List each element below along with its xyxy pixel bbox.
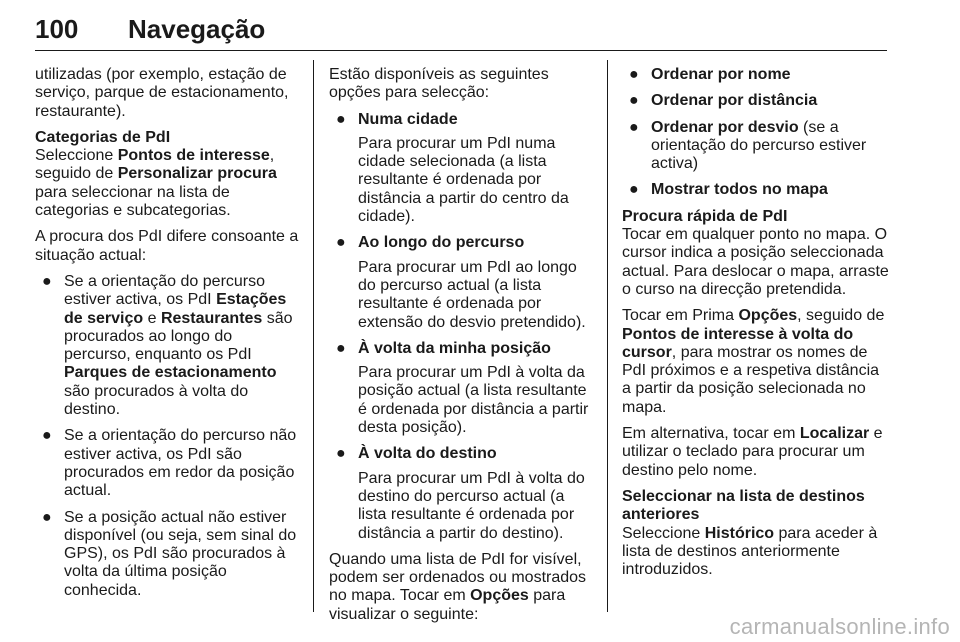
- bullet-icon: ●: [42, 508, 52, 526]
- text: Em alternativa, tocar em: [622, 425, 800, 443]
- previous-destinations-section: [622, 488, 890, 579]
- text: Tocar em Prima: [622, 307, 739, 325]
- text: Tocar em qualquer ponto no mapa. O cursor indica a posição seleccionada actual. Para deslocar o mapa, arraste o curso na direcção pretendida.: [622, 226, 889, 298]
- list-item: [35, 273, 299, 419]
- option-list: [329, 111, 593, 543]
- bullet-icon: ●: [42, 427, 52, 445]
- menu-term: Restaurantes: [160, 309, 263, 327]
- text: Seleccione: [35, 147, 118, 165]
- text: Se a orientação do percurso estiver activa, os PdI: [64, 272, 266, 309]
- menu-term: Parques de estacionamento: [64, 364, 277, 382]
- menu-term: Ordenar por distância: [651, 92, 818, 110]
- menu-term: Opções: [738, 307, 798, 325]
- bullet-list: [35, 273, 299, 600]
- section-heading: Procura rápida de PdI: [622, 207, 788, 225]
- menu-term: Pontos de interesse à volta do cursor: [622, 325, 854, 361]
- menu-term: Pontos de interesse: [117, 147, 270, 165]
- bullet-icon: ●: [629, 92, 639, 110]
- text: Quando uma lista de PdI for visível, podem ser ordenados ou mostrados no mapa. Tocar em: [329, 550, 587, 605]
- text: (se a orientação do percurso estiver activa): [651, 118, 867, 173]
- column-divider-1: [313, 60, 314, 612]
- column-divider-2: [607, 60, 608, 612]
- bullet-icon: ●: [336, 234, 346, 252]
- list-item: [622, 66, 890, 84]
- menu-term: Ordenar por nome: [651, 66, 791, 83]
- text: , seguido de: [797, 307, 885, 325]
- bullet-icon: ●: [336, 110, 346, 128]
- option-description: Para procurar um PdI numa cidade selecionada (a lista resultante é ordenada por distância a partir do centro da cidade).: [358, 134, 569, 226]
- text: , seguido de: [35, 147, 275, 183]
- list-item: [35, 509, 299, 600]
- text: Se a posição actual não estiver disponível (ou seja, sem sinal do GPS), os PdI são procurados à volta da última posição conhecida.: [64, 508, 297, 599]
- page-header: [35, 14, 887, 48]
- list-item: [622, 92, 890, 110]
- option-description: Para procurar um PdI ao longo do percurso actual (a lista resultante é ordenada por extensão do desvio pretendido).: [358, 258, 586, 331]
- quick-search-section: [622, 208, 890, 299]
- text: são procurados à volta do destino.: [64, 382, 249, 419]
- bullet-icon: ●: [629, 66, 639, 83]
- section-heading: Categorias de PdI: [35, 128, 171, 146]
- option-title: Ao longo do percurso: [358, 234, 525, 252]
- section-heading: Seleccionar na lista de destinos anteriores: [622, 487, 865, 524]
- categories-section: [35, 129, 299, 220]
- option-description: Para procurar um PdI à volta da posição actual (a lista resultante é ordenada por distância a partir desta posição).: [358, 364, 589, 437]
- option-title: Numa cidade: [358, 110, 458, 128]
- text: Se a orientação do percurso não estiver activa, os PdI são procurados em redor da posição actual.: [64, 427, 297, 500]
- list-item: [329, 111, 593, 227]
- text: para seleccionar na lista de categorias e subcategorias.: [35, 183, 231, 220]
- sort-options-list: [622, 66, 890, 200]
- page-number: 100: [35, 14, 79, 44]
- bullet-icon: ●: [629, 181, 639, 199]
- paragraph: [622, 425, 890, 480]
- text: Seleccione: [622, 524, 705, 542]
- paragraph: [329, 551, 593, 624]
- paragraph: [622, 307, 890, 417]
- bullet-icon: ●: [336, 445, 346, 463]
- text: e utilizar o teclado para procurar um destino pelo nome.: [622, 425, 883, 479]
- text: são procurados ao longo do percurso, enquanto os PdI: [64, 309, 293, 364]
- list-item: [622, 119, 890, 174]
- header-divider: [35, 50, 887, 51]
- menu-term: Estações de serviço: [64, 291, 287, 327]
- list-item: [622, 181, 890, 199]
- chapter-title: Navegação: [128, 14, 266, 44]
- column-3: [622, 66, 890, 587]
- paragraph: utilizadas (por exemplo, estação de serviço, parque de estacionamento, restaurante).: [35, 66, 289, 120]
- text: e: [143, 309, 161, 327]
- watermark: carmanualsonline.info: [729, 614, 950, 639]
- menu-term: Histórico: [704, 524, 775, 542]
- text: , para mostrar os nomes de PdI próximos e a respetiva distância a partir da posição selecionada no mapa.: [622, 343, 880, 416]
- list-item: [35, 427, 299, 500]
- list-item: [329, 234, 593, 331]
- menu-term: Personalizar procura: [117, 165, 277, 183]
- option-description: Para procurar um PdI à volta do destino do percurso actual (a lista resultante é ordenada por distância a partir do destino).: [358, 469, 585, 542]
- bullet-icon: ●: [629, 118, 639, 136]
- column-2: [329, 66, 593, 632]
- menu-term: Mostrar todos no mapa: [651, 181, 828, 199]
- menu-term: Opções: [470, 587, 529, 605]
- list-item: [329, 340, 593, 437]
- option-title: À volta do destino: [358, 445, 497, 463]
- bullet-icon: ●: [42, 272, 52, 290]
- menu-term: Ordenar por desvio: [651, 118, 799, 136]
- option-title: À volta da minha posição: [358, 339, 551, 357]
- paragraph: Estão disponíveis as seguintes opções para selecção:: [329, 66, 549, 102]
- menu-term: Localizar: [799, 425, 870, 443]
- list-item: [329, 445, 593, 542]
- paragraph: A procura dos PdI difere consoante a situação actual:: [35, 228, 299, 264]
- column-1: [35, 66, 299, 608]
- text: para aceder à lista de destinos anteriormente introduzidos.: [622, 524, 878, 579]
- bullet-icon: ●: [336, 339, 346, 357]
- text: para visualizar o seguinte:: [329, 587, 566, 623]
